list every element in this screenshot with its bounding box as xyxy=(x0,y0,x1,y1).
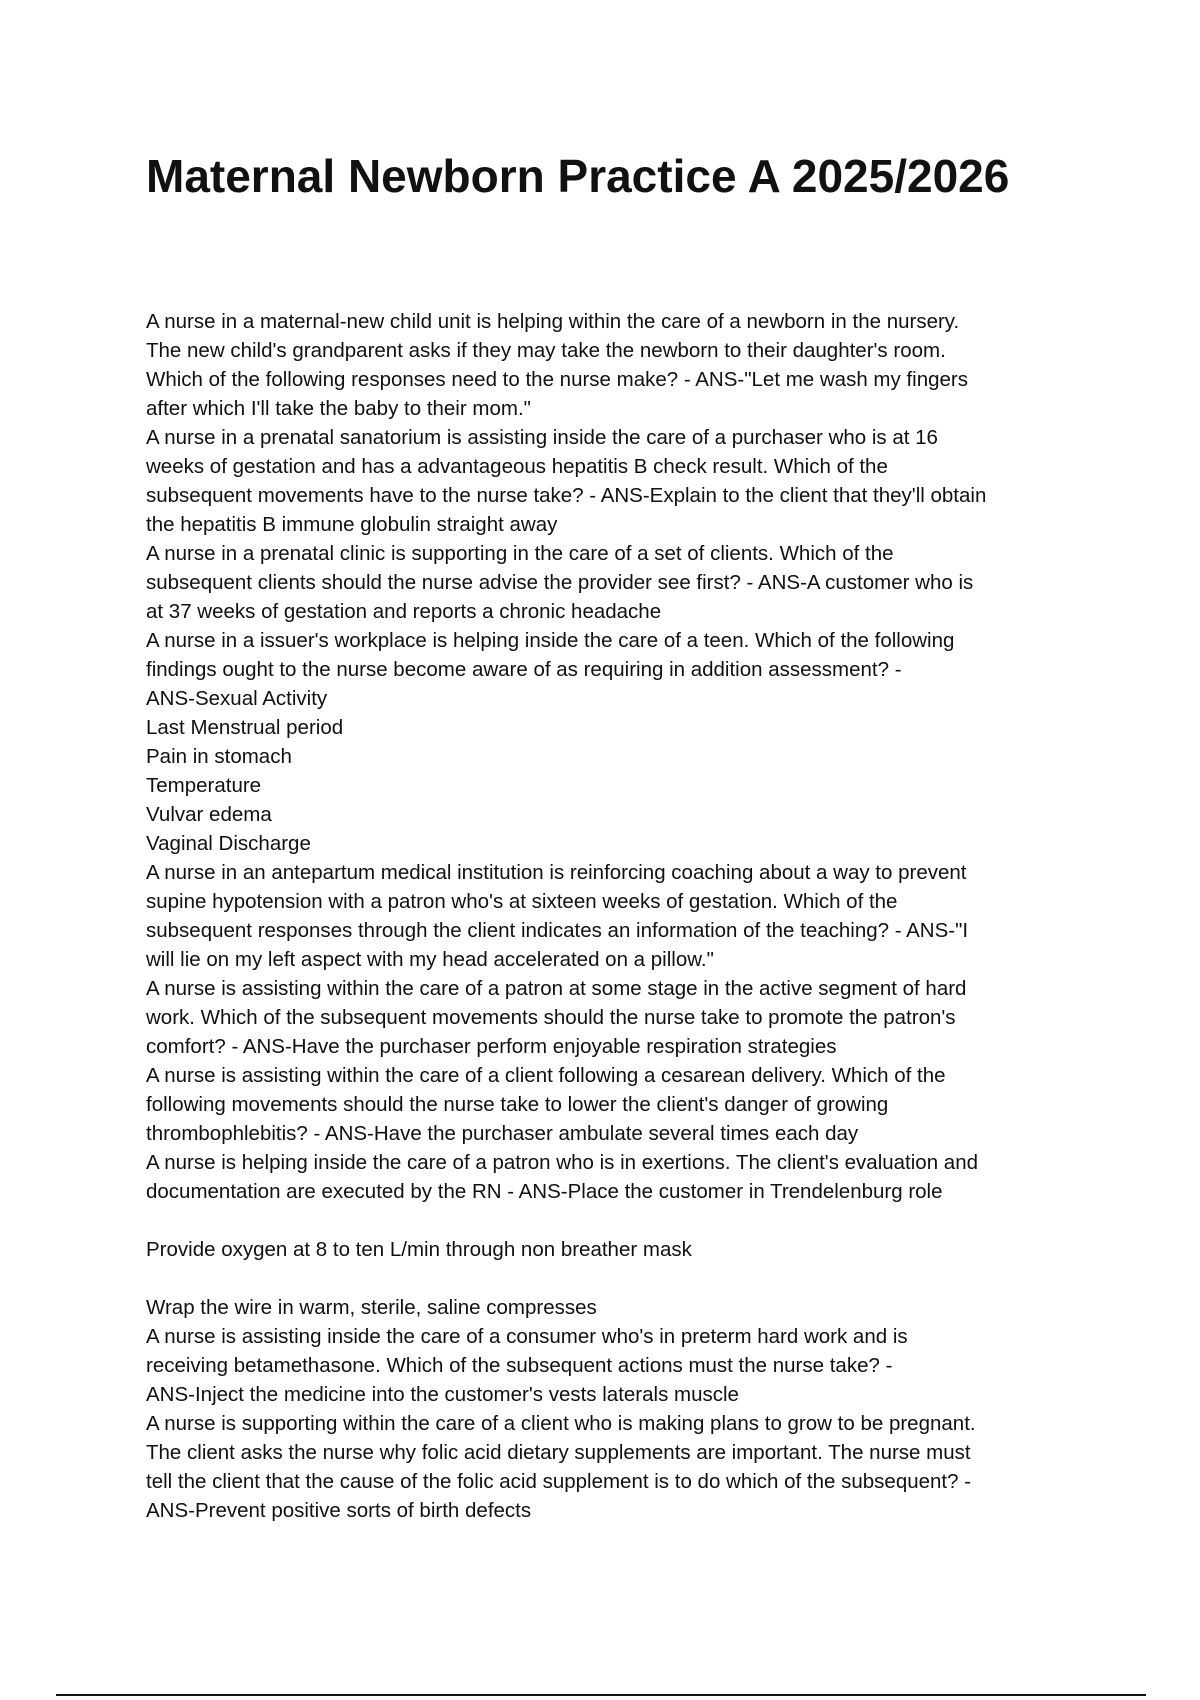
text-line: A nurse is helping inside the care of a patron who is in exertions. The client's evaluation and xyxy=(146,1151,979,1174)
text-line: A nurse is assisting within the care of a patron at some stage in the active segment of hard xyxy=(146,977,967,1000)
text-line: A nurse in a prenatal sanatorium is assisting inside the care of a purchaser who is at 16 xyxy=(146,426,938,449)
text-line: A nurse in a issuer's workplace is helping inside the care of a teen. Which of the following xyxy=(146,629,955,652)
footer-divider xyxy=(56,1694,1146,1696)
text-line: receiving betamethasone. Which of the subsequent actions must the nurse take? - xyxy=(146,1354,893,1377)
text-line: work. Which of the subsequent movements should the nurse take to promote the patron's xyxy=(146,1006,956,1029)
text-line: Vulvar edema xyxy=(146,803,272,826)
text-line: subsequent responses through the client indicates an information of the teaching? - ANS-"I xyxy=(146,919,969,942)
text-line: Provide oxygen at 8 to ten L/min through non breather mask xyxy=(146,1238,692,1261)
text-line: subsequent movements have to the nurse take? - ANS-Explain to the client that they'll obtain xyxy=(146,484,987,507)
text-line: subsequent clients should the nurse advise the provider see first? - ANS-A customer who is xyxy=(146,571,974,594)
text-line: following movements should the nurse take to lower the client's danger of growing xyxy=(146,1093,889,1116)
text-line: supine hypotension with a patron who's at sixteen weeks of gestation. Which of the xyxy=(146,890,898,913)
text-line: at 37 weeks of gestation and reports a chronic headache xyxy=(146,600,662,623)
text-line: Vaginal Discharge xyxy=(146,832,311,855)
text-line: findings ought to the nurse become aware of as requiring in addition assessment? - xyxy=(146,658,902,681)
text-line: weeks of gestation and has a advantageous hepatitis B check result. Which of the xyxy=(146,455,888,478)
text-line: Which of the following responses need to the nurse make? - ANS-"Let me wash my fingers xyxy=(146,368,968,391)
text-line: the hepatitis B immune globulin straight away xyxy=(146,513,558,536)
text-line: after which I'll take the baby to their mom." xyxy=(146,397,531,420)
text-line: The new child's grandparent asks if they may take the newborn to their daughter's room. xyxy=(146,339,946,362)
text-line: A nurse is supporting within the care of a client who is making plans to grow to be pregnant. xyxy=(146,1412,976,1435)
text-line: tell the client that the cause of the folic acid supplement is to do which of the subsequent? - xyxy=(146,1470,972,1493)
text-line: A nurse in a prenatal clinic is supporting in the care of a set of clients. Which of the xyxy=(146,542,894,565)
text-line: ANS-Prevent positive sorts of birth defects xyxy=(146,1499,532,1522)
paragraph-gap xyxy=(146,1206,1066,1235)
text-line: comfort? - ANS-Have the purchaser perform enjoyable respiration strategies xyxy=(146,1035,837,1058)
text-line: documentation are executed by the RN - ANS-Place the customer in Trendelenburg role xyxy=(146,1180,943,1203)
text-line: Last Menstrual period xyxy=(146,716,344,739)
text-line: A nurse is assisting inside the care of a consumer who's in preterm hard work and is xyxy=(146,1325,908,1348)
text-line: Wrap the wire in warm, sterile, saline compresses xyxy=(146,1296,597,1319)
document-body xyxy=(146,307,1066,1525)
text-line: thrombophlebitis? - ANS-Have the purchaser ambulate several times each day xyxy=(146,1122,859,1145)
text-line: ANS-Inject the medicine into the customer's vests laterals muscle xyxy=(146,1383,739,1406)
text-line: will lie on my left aspect with my head accelerated on a pillow." xyxy=(146,948,714,971)
text-line: A nurse is assisting within the care of a client following a cesarean delivery. Which of the xyxy=(146,1064,946,1087)
text-line: A nurse in a maternal-new child unit is helping within the care of a newborn in the nursery. xyxy=(146,310,960,333)
text-line: A nurse in an antepartum medical institution is reinforcing coaching about a way to prevent xyxy=(146,861,967,884)
text-line: ANS-Sexual Activity xyxy=(146,687,328,710)
document-title: Maternal Newborn Practice A 2025/2026 xyxy=(146,150,1010,202)
text-line: Temperature xyxy=(146,774,262,797)
text-line: The client asks the nurse why folic acid dietary supplements are important. The nurse must xyxy=(146,1441,971,1464)
text-line: Pain in stomach xyxy=(146,745,292,768)
paragraph-gap xyxy=(146,1264,1066,1293)
